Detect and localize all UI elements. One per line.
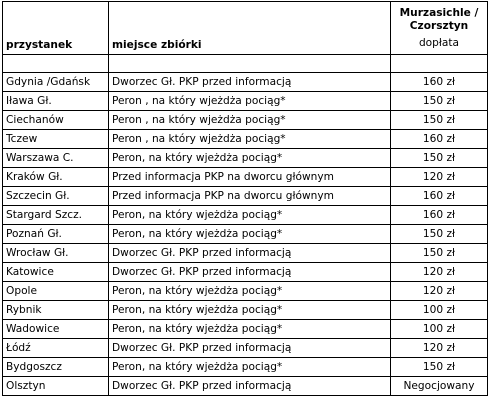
table-row — [3, 73, 488, 92]
stop-cell: Gdynia /Gdańsk — [3, 73, 109, 92]
header-stop: przystanek — [3, 2, 109, 55]
price-cell: 150 zł — [391, 358, 488, 377]
table-row — [3, 149, 488, 168]
table-row — [3, 358, 488, 377]
meeting-place-cell: Przed informacja PKP na dworcu głównym — [109, 187, 391, 206]
stop-cell: Rybnik — [3, 301, 109, 320]
pickup-fee-table — [2, 1, 488, 396]
empty-cell — [3, 55, 109, 73]
table-row — [3, 225, 488, 244]
price-cell: 100 zł — [391, 320, 488, 339]
price-cell: 150 zł — [391, 149, 488, 168]
meeting-place-cell: Peron, na który wjeżdża pociąg* — [109, 320, 391, 339]
stop-cell: Stargard Szcz. — [3, 206, 109, 225]
empty-cell — [391, 55, 488, 73]
table-header-row — [3, 2, 488, 55]
meeting-place-cell: Dworzec Gł. PKP przed informacją — [109, 244, 391, 263]
fee-table-container — [2, 1, 488, 396]
price-cell: 120 zł — [391, 339, 488, 358]
meeting-place-cell: Przed informacja PKP na dworcu głównym — [109, 168, 391, 187]
price-cell: 100 zł — [391, 301, 488, 320]
header-fee-label: dopłata — [418, 36, 460, 49]
meeting-place-cell: Dworzec Gł. PKP przed informacją — [109, 339, 391, 358]
price-cell: 150 zł — [391, 225, 488, 244]
header-route-line1: Murzasichle / — [399, 6, 479, 19]
table-row — [3, 92, 488, 111]
stop-cell: Warszawa C. — [3, 149, 109, 168]
table-row — [3, 206, 488, 225]
meeting-place-cell: Peron, na który wjeżdża pociąg* — [109, 149, 391, 168]
table-row — [3, 187, 488, 206]
price-cell: 160 zł — [391, 130, 488, 149]
stop-cell: Wadowice — [3, 320, 109, 339]
stop-cell: Poznań Gł. — [3, 225, 109, 244]
price-cell: Negocjowany — [391, 377, 488, 396]
meeting-place-cell: Peron, na który wjeżdża pociąg* — [109, 206, 391, 225]
table-row — [3, 301, 488, 320]
meeting-place-cell: Peron, na który wjeżdża pociąg* — [109, 225, 391, 244]
table-row — [3, 111, 488, 130]
meeting-place-cell: Dworzec Gł. PKP przed informacją — [109, 263, 391, 282]
table-row — [3, 168, 488, 187]
stop-cell: Tczew — [3, 130, 109, 149]
meeting-place-cell: Peron , na który wjeżdża pociąg* — [109, 92, 391, 111]
price-cell: 120 zł — [391, 282, 488, 301]
stop-cell: Ciechanów — [3, 111, 109, 130]
stop-cell: Opole — [3, 282, 109, 301]
price-cell: 120 zł — [391, 263, 488, 282]
price-cell: 160 zł — [391, 206, 488, 225]
meeting-place-cell: Dworzec Gł. PKP przed informacją — [109, 377, 391, 396]
table-row — [3, 263, 488, 282]
stop-cell: Bydgoszcz — [3, 358, 109, 377]
header-route-fee — [391, 2, 488, 55]
meeting-place-cell: Peron, na który wjeżdża pociąg* — [109, 282, 391, 301]
price-cell: 120 zł — [391, 168, 488, 187]
stop-cell: Wrocław Gł. — [3, 244, 109, 263]
header-route-line2: Czorsztyn — [409, 19, 469, 32]
stop-cell: Kraków Gł. — [3, 168, 109, 187]
stop-cell: Iława Gł. — [3, 92, 109, 111]
price-cell: 160 zł — [391, 73, 488, 92]
stop-cell: Olsztyn — [3, 377, 109, 396]
meeting-place-cell: Peron , na który wjeżdża pociąg* — [109, 111, 391, 130]
table-row — [3, 282, 488, 301]
table-row — [3, 320, 488, 339]
price-cell: 160 zł — [391, 187, 488, 206]
price-cell: 150 zł — [391, 111, 488, 130]
table-row — [3, 244, 488, 263]
meeting-place-cell: Peron, na który wjeżdża pociąg* — [109, 358, 391, 377]
table-row — [3, 339, 488, 358]
stop-cell: Katowice — [3, 263, 109, 282]
empty-row — [3, 55, 488, 73]
stop-cell: Szczecin Gł. — [3, 187, 109, 206]
price-cell: 150 zł — [391, 92, 488, 111]
table-row — [3, 377, 488, 396]
stop-cell: Łódź — [3, 339, 109, 358]
table-row — [3, 130, 488, 149]
meeting-place-cell: Peron , na który wjeżdża pociąg* — [109, 130, 391, 149]
meeting-place-cell: Peron, na który wjeżdża pociąg* — [109, 301, 391, 320]
empty-cell — [109, 55, 391, 73]
meeting-place-cell: Dworzec Gł. PKP przed informacją — [109, 73, 391, 92]
header-meeting-place: miejsce zbiórki — [109, 2, 391, 55]
price-cell: 150 zł — [391, 244, 488, 263]
